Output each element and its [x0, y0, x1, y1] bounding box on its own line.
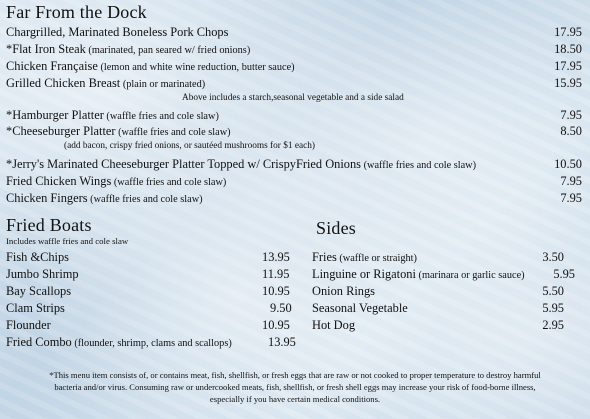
item-desc: (plain or marinated): [120, 79, 206, 90]
menu-item: [6, 335, 232, 350]
menu-item: [312, 301, 408, 316]
section-heading-dock: Far From the Dock: [6, 2, 147, 22]
disclaimer-line-1: *This menu item consists of, or contains meat, fish, shellfish, or fresh eggs that are raw or not cooked to proper temperature to destroy harmful: [49, 370, 541, 380]
menu-item: [6, 59, 295, 74]
item-name: Jumbo Shrimp: [6, 267, 79, 281]
menu-item: [312, 284, 375, 299]
item-desc: (flounder, shrimp, clams and scallops): [71, 338, 232, 349]
item-desc: (waffle fries and cole slaw): [111, 177, 227, 188]
item-price: 7.95: [560, 108, 582, 122]
item-name: *Cheeseburger Platter: [6, 124, 116, 138]
item-price: 5.50: [542, 284, 564, 298]
item-name: Fried Combo: [6, 335, 72, 349]
menu-item: [6, 174, 226, 189]
menu-item: [6, 108, 219, 123]
item-price: 7.95: [560, 191, 582, 205]
item-price: 18.50: [554, 42, 582, 56]
menu-item: [6, 42, 250, 57]
item-name: *Jerry's Marinated Cheeseburger Platter Topped w/ CrispyFried Onions: [6, 157, 362, 171]
section-heading-sides: Sides: [316, 218, 357, 238]
item-price: 17.95: [554, 59, 582, 73]
disclaimer-line-3: especially if you have certain medical conditions.: [209, 394, 381, 404]
item-price: 5.95: [542, 301, 564, 315]
item-name: Hot Dog: [312, 318, 356, 332]
menu-item: [6, 124, 231, 139]
item-price: 11.95: [262, 267, 290, 281]
menu-item: [6, 76, 205, 91]
item-name: Linguine or Rigatoni: [312, 267, 416, 281]
menu-item: [6, 318, 51, 333]
item-desc: (marinara or garlic sauce): [415, 270, 525, 281]
item-name: Chicken Fingers: [6, 191, 88, 205]
menu-item: [6, 191, 203, 206]
item-price: 10.95: [262, 284, 290, 298]
item-price: 13.95: [268, 335, 296, 349]
item-desc: (waffle fries and cole slaw): [103, 111, 219, 122]
section-heading-boats: Fried Boats: [6, 215, 92, 235]
boats-subnote: Includes waffle fries and cole slaw: [6, 236, 129, 246]
menu-item: [312, 250, 417, 265]
item-price: 3.50: [542, 250, 564, 264]
item-desc: (lemon and white wine reduction, butter sauce): [97, 62, 295, 73]
item-desc: (waffle fries and cole slaw): [361, 160, 477, 171]
addon-note: (add bacon, crispy fried onions, or sautéed mushrooms for $1 each): [64, 141, 315, 151]
menu-item: [6, 157, 476, 172]
menu-item: [312, 318, 355, 333]
menu-item: [6, 284, 71, 299]
menu-item: [6, 301, 65, 316]
item-price: 10.95: [262, 318, 290, 332]
includes-note: Above includes a starch,seasonal vegetable and a side salad: [182, 93, 404, 103]
item-name: *Hamburger Platter: [6, 108, 104, 122]
item-name: Fries: [312, 250, 337, 264]
menu-item: [6, 25, 228, 40]
item-name: Clam Strips: [6, 301, 65, 315]
item-price: 15.95: [554, 76, 582, 90]
item-name: Onion Rings: [312, 284, 375, 298]
item-desc: (waffle fries and cole slaw): [87, 194, 203, 205]
item-price: 13.95: [262, 250, 290, 264]
item-name: Bay Scallops: [6, 284, 72, 298]
item-name: Flounder: [6, 318, 51, 332]
disclaimer-line-2: bacteria and/or virus. Consuming raw or undercooked meats, fish, shellfish, or fresh shell eggs may increase your risk of food-borne illness,: [54, 382, 536, 392]
item-price: 2.95: [542, 318, 564, 332]
item-name: Fried Chicken Wings: [6, 174, 112, 188]
item-name: Chargrilled, Marinated Boneless Pork Chops: [6, 25, 229, 39]
item-price: 9.50: [270, 301, 292, 315]
item-name: Grilled Chicken Breast: [6, 76, 121, 90]
item-desc: (waffle or straight): [336, 253, 417, 264]
item-name: *Flat Iron Steak: [6, 42, 86, 56]
item-name: Chicken Française: [6, 59, 98, 73]
menu-item: [6, 267, 79, 282]
item-name: Fish &Chips: [6, 250, 70, 264]
item-price: 8.50: [560, 124, 582, 138]
item-price: 10.50: [554, 157, 582, 171]
menu-item: [312, 267, 525, 282]
item-price: 17.95: [554, 25, 582, 39]
item-desc: (marinated, pan seared w/ fried onions): [85, 45, 251, 56]
item-desc: (waffle fries and cole slaw): [115, 127, 231, 138]
item-price: 5.95: [553, 267, 575, 281]
item-name: Seasonal Vegetable: [312, 301, 408, 315]
item-price: 7.95: [560, 174, 582, 188]
menu-item: [6, 250, 69, 265]
